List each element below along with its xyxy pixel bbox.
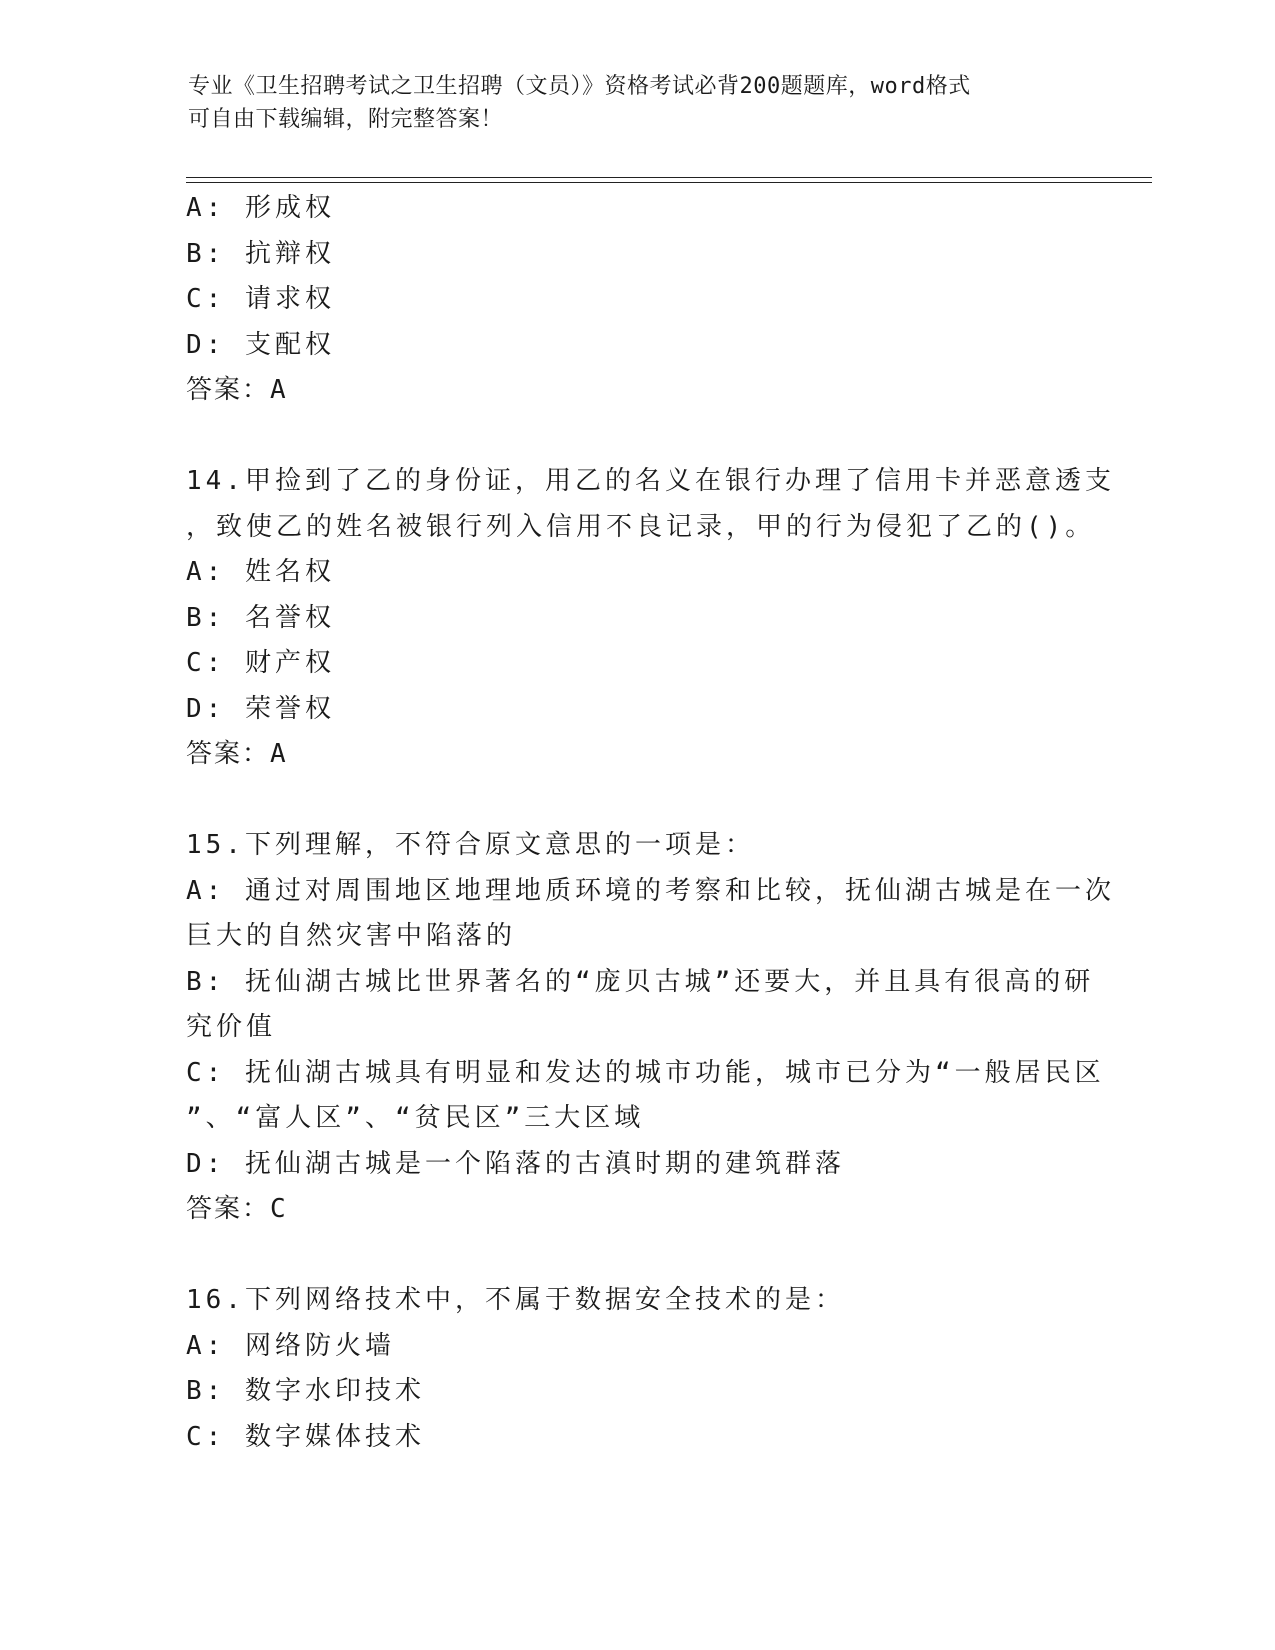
header-rule-bottom xyxy=(186,182,1152,183)
question-content xyxy=(186,186,1115,1460)
option-b-continued: 究价值 xyxy=(186,1012,277,1042)
answer: 答案：C xyxy=(186,1194,288,1224)
option-d: D: 抚仙湖古城是一个陷落的古滇时期的建筑群落 xyxy=(186,1148,845,1179)
header-rule-top xyxy=(186,177,1152,178)
option-d: D: 荣誉权 xyxy=(186,693,335,724)
header-line-1: 专业《卫生招聘考试之卫生招聘（文员）》资格考试必背200题题库，word格式 xyxy=(188,74,971,99)
option-a: A: 网络防火墙 xyxy=(186,1330,395,1361)
question-stem: 16.下列网络技术中，不属于数据安全技术的是： xyxy=(186,1285,845,1315)
option-c: C: 请求权 xyxy=(186,284,335,314)
option-b: B: 抚仙湖古城比世界著名的“庞贝古城”还要大，并且具有很高的研 xyxy=(186,966,1095,997)
option-c: C: 数字媒体技术 xyxy=(186,1421,425,1452)
option-a: A: 姓名权 xyxy=(186,557,335,587)
question-15 xyxy=(186,823,1115,1233)
option-d: D: 支配权 xyxy=(186,329,335,360)
option-a: A: 形成权 xyxy=(186,193,335,223)
question-stem: 14.甲捡到了乙的身份证，用乙的名义在银行办理了信用卡并恶意透支 xyxy=(186,466,1115,496)
question-13 xyxy=(186,186,1086,414)
option-b: B: 抗辩权 xyxy=(186,238,335,269)
question-stem-continued: ，致使乙的姓名被银行列入信用不良记录，甲的行为侵犯了乙的()。 xyxy=(186,511,1096,542)
option-a-continued: 巨大的自然灾害中陷落的 xyxy=(186,921,517,951)
option-a: A: 通过对周围地区地理地质环境的考察和比较，抚仙湖古城是在一次 xyxy=(186,875,1115,906)
question-14 xyxy=(186,459,1115,778)
header-line-2: 可自由下载编辑，附完整答案！ xyxy=(188,107,504,132)
question-stem: 15.下列理解，不符合原文意思的一项是： xyxy=(186,830,755,860)
option-b: B: 名誉权 xyxy=(186,602,335,633)
option-c: C: 财产权 xyxy=(186,648,335,678)
option-b: B: 数字水印技术 xyxy=(186,1376,425,1406)
answer: 答案：A xyxy=(186,375,288,405)
option-c-continued: ”、“富人区”、“贫民区”三大区域 xyxy=(186,1103,645,1133)
document-header xyxy=(188,70,1088,136)
option-c: C: 抚仙湖古城具有明显和发达的城市功能，城市已分为“一般居民区 xyxy=(186,1057,1105,1088)
question-16 xyxy=(186,1278,1086,1460)
answer: 答案：A xyxy=(186,739,288,769)
